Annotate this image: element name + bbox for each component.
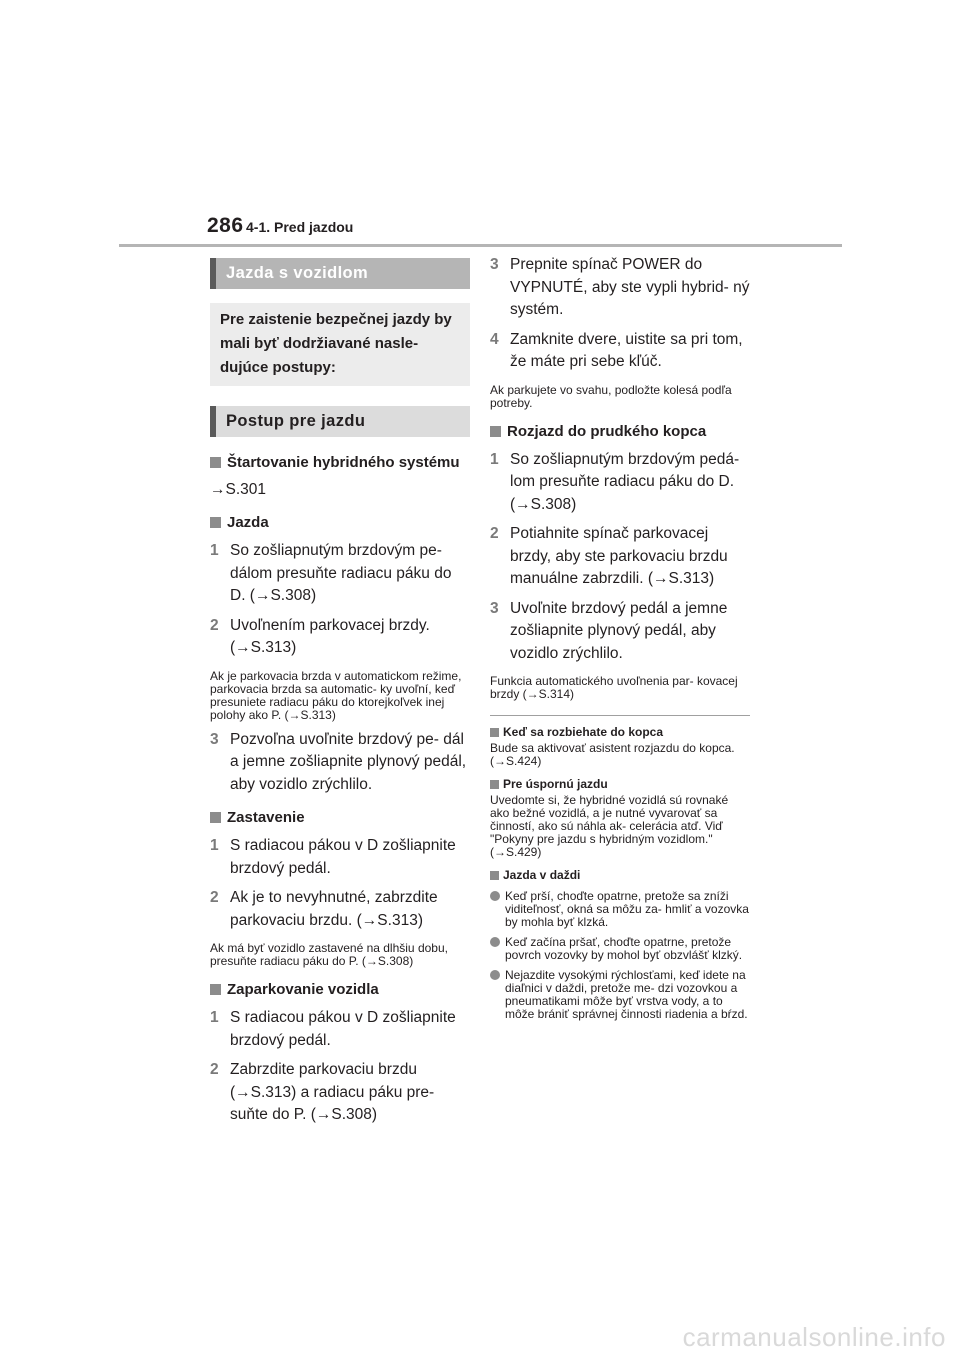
section-title: 4-1. Pred jazdou — [246, 219, 354, 235]
step: 1 S radiacou pákou v D zošliapnite brzdový pedál. — [210, 837, 456, 877]
drive-heading: Jazda — [210, 513, 470, 533]
page-number: 286 — [207, 214, 244, 237]
list-item: Keď prší, choďte opatrne, pretože sa zníži viditeľnosť, okná sa môžu za- hmliť a vozovka by mohla byť klzká. — [490, 890, 750, 929]
step: 2 Potiahnite spínač parkovacej brzdy, aby ste parkovaciu brzdu manuálne zabrzdili. (→S.313) — [490, 525, 728, 587]
hill-heading: Rozjazd do prudkého kopca — [490, 422, 750, 442]
eco-text: Uvedomte si, že hybridné vozidlá sú rovnaké ako bežné vozidlá, a je nutné vyvarovať sa činností, ako sú náhla ak- celerácia atď. Viď "Pokyny pre jazdu s hybridným vozidlom." (→S.429) — [490, 793, 729, 859]
hill-note: Funkcia automatického uvoľnenia par- kovacej brzdy (→S.314) — [490, 674, 738, 701]
step: 2 Ak je to nevyhnutné, zabrzdite parkovaciu brzdu. (→S.313) — [210, 889, 438, 929]
square-bullet-icon — [210, 812, 221, 823]
step: 1 S radiacou pákou v D zošliapnite brzdový pedál. — [210, 1009, 456, 1049]
list-item: Keď začína pršať, choďte opatrne, pretože povrch vozovky by mohol byť obzvlášť klzký. — [490, 936, 750, 962]
section-divider — [490, 715, 750, 716]
square-bullet-icon — [210, 517, 221, 528]
square-bullet-icon — [490, 426, 501, 437]
uphill-text: Bude sa aktivovať asistent rozjazdu do kopca. (→S.424) — [490, 741, 735, 768]
square-bullet-icon — [490, 728, 499, 737]
start-reference[interactable]: →S.301 — [210, 481, 267, 498]
intro-box: Pre zaistenie bezpečnej jazdy by mali byť dodržiavané nasle- dujúce postupy: — [210, 303, 470, 386]
header-rule — [119, 244, 842, 247]
start-heading: Štartovanie hybridného systému — [210, 453, 470, 473]
left-column — [210, 258, 470, 1127]
stop-heading: Zastavenie — [210, 808, 470, 828]
square-bullet-icon — [490, 871, 499, 880]
eco-heading: Pre úspornú jazdu — [490, 777, 750, 792]
right-column — [490, 258, 750, 1021]
uphill-heading: Keď sa rozbiehate do kopca — [490, 725, 750, 740]
step: 1 So zošliapnutým brzdovým pe- dálom presuňte radiacu páku do D. (→S.308) — [210, 542, 452, 604]
circle-bullet-icon — [490, 891, 500, 901]
park-heading: Zaparkovanie vozidla — [210, 980, 470, 1000]
circle-bullet-icon — [490, 937, 500, 947]
rain-heading: Jazda v daždi — [490, 868, 750, 883]
watermark: carmanualsonline.info — [682, 1322, 946, 1352]
square-bullet-icon — [210, 457, 221, 468]
step: 3 Pozvoľna uvoľnite brzdový pe- dál a jemne zošliapnite plynový pedál, aby vozidlo zrýchlilo. — [210, 730, 467, 793]
square-bullet-icon — [490, 780, 499, 789]
main-heading: Jazda s vozidlom — [210, 258, 470, 289]
step: 2 Zabrzdite parkovaciu brzdu (→S.313) a radiacu páku pre- suňte do P. (→S.308) — [210, 1061, 435, 1123]
step: 3 Prepnite spínač POWER do VYPNUTÉ, aby ste vypli hybrid- ný systém. — [490, 256, 750, 318]
drive-note: Ak je parkovacia brzda v automatickom režime, parkovacia brzda sa automatic- ky uvoľní, keď presuniete radiacu páku do ktorejkoľvek inej polohy ako P. (→S.313) — [210, 668, 462, 722]
square-bullet-icon — [210, 984, 221, 995]
step: 3 Uvoľnite brzdový pedál a jemne zošliapnite plynový pedál, aby vozidlo zrýchlilo. — [490, 599, 728, 662]
step: 1 So zošliapnutým brzdovým pedá- lom presuňte radiacu páku do D. (→S.308) — [490, 450, 740, 513]
list-item: Nejazdite vysokými rýchlosťami, keď idete na diaľnici v daždi, pretože me- dzi vozovkou a pneumatikami môže byť vrstva vody, a to môže brániť správnej činnosti riadenia a bŕzd. — [490, 969, 750, 1021]
circle-bullet-icon — [490, 970, 500, 980]
procedure-heading: Postup pre jazdu — [210, 406, 470, 437]
park-note: Ak parkujete vo svahu, podložte kolesá podľa potreby. — [490, 382, 732, 410]
stop-note: Ak má byť vozidlo zastavené na dlhšiu dobu, presuňte radiacu páku do P. (→S.308) — [210, 941, 448, 968]
step: 4 Zamknite dvere, uistite sa pri tom, že máte pri sebe kľúč. — [490, 330, 743, 370]
step: 2 Uvoľnením parkovacej brzdy. (→S.313) — [210, 616, 430, 656]
